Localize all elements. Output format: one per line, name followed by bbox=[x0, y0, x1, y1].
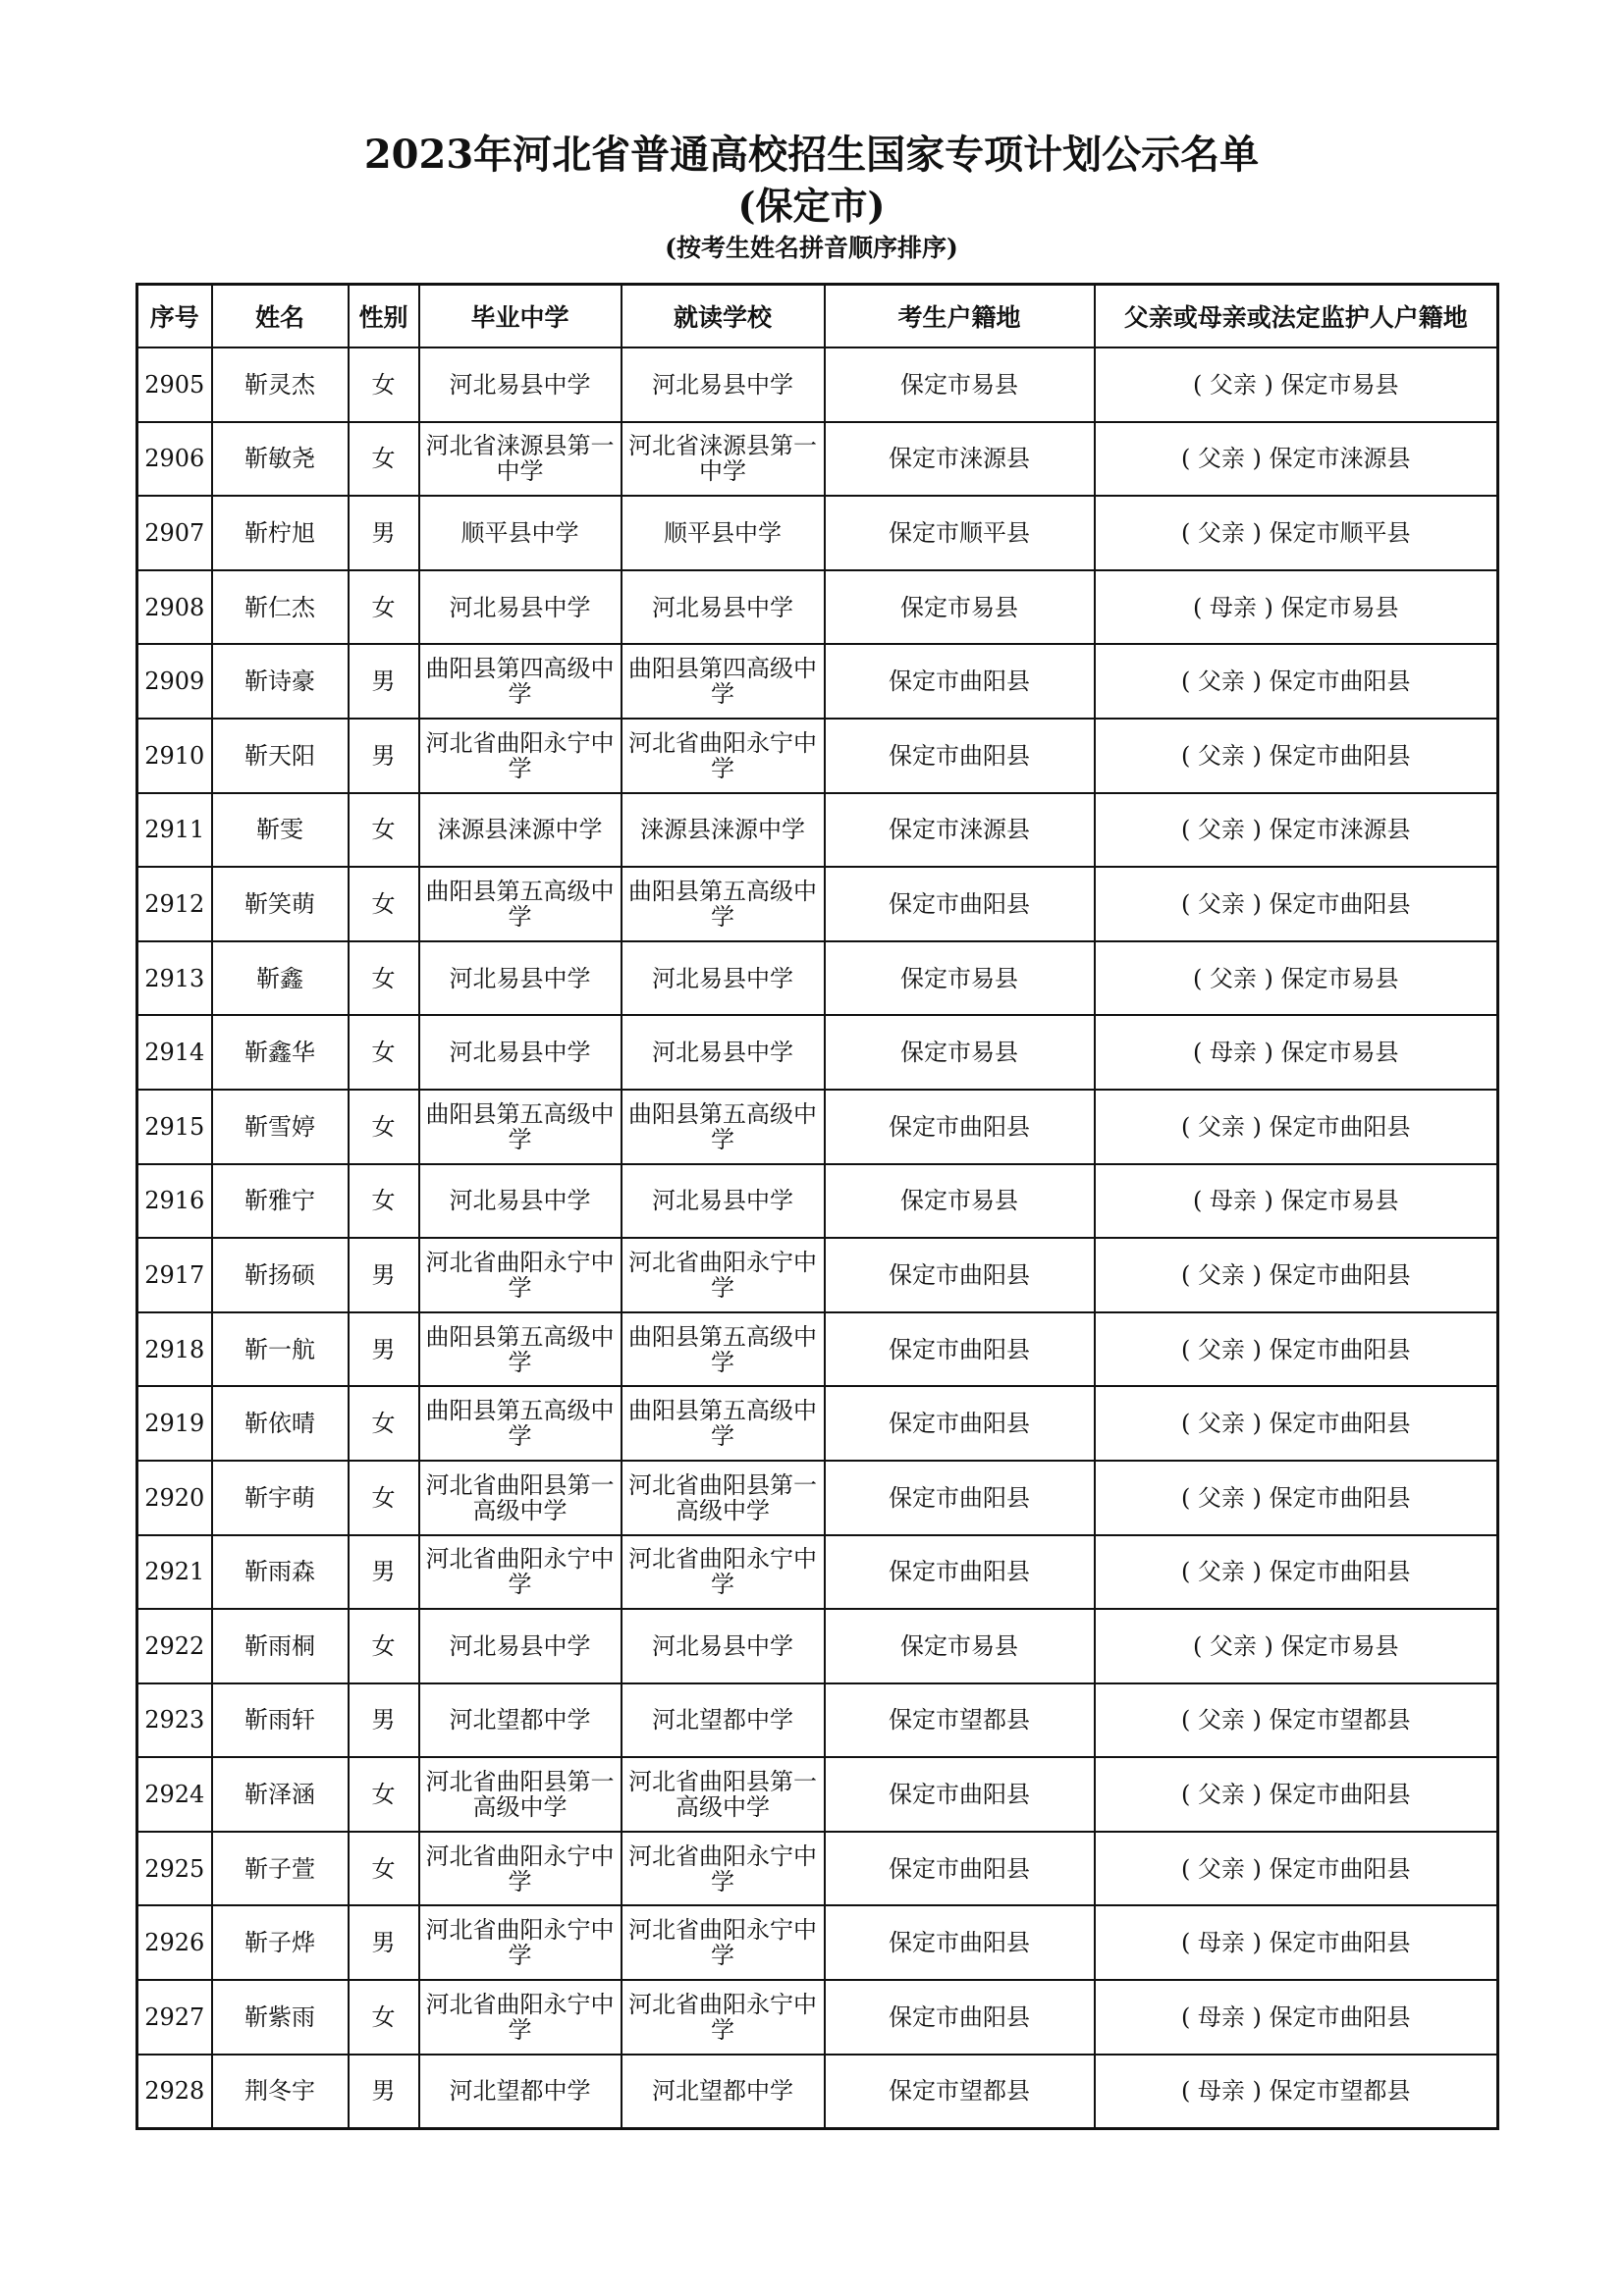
guardian-household-cell: ( 父亲 ) 保定市曲阳县 bbox=[1095, 1090, 1498, 1164]
table-row bbox=[137, 719, 1498, 793]
seq-cell: 2921 bbox=[137, 1535, 212, 1610]
current-school-cell: 河北省涞源县第一中学 bbox=[622, 422, 825, 497]
seq-cell: 2919 bbox=[137, 1386, 212, 1461]
current-school-cell: 曲阳县第五高级中学 bbox=[622, 867, 825, 941]
graduate-school-cell: 河北望都中学 bbox=[419, 2055, 622, 2129]
city-subtitle: (保定市) bbox=[737, 184, 886, 228]
column-header-graduate-school: 毕业中学 bbox=[419, 285, 622, 348]
name-cell: 靳鑫 bbox=[212, 941, 349, 1016]
name-cell: 靳柠旭 bbox=[212, 496, 349, 570]
household-cell: 保定市曲阳县 bbox=[825, 719, 1095, 793]
seq-cell: 2908 bbox=[137, 570, 212, 645]
guardian-household-cell: ( 父亲 ) 保定市曲阳县 bbox=[1095, 644, 1498, 719]
current-school-cell: 河北省曲阳永宁中学 bbox=[622, 719, 825, 793]
graduate-school-cell: 河北易县中学 bbox=[419, 570, 622, 645]
name-cell: 靳敏尧 bbox=[212, 422, 349, 497]
table-row bbox=[137, 1386, 1498, 1461]
table-row bbox=[137, 644, 1498, 719]
document-title: 2023年河北省普通高校招生国家专项计划公示名单 bbox=[363, 132, 1260, 178]
household-cell: 保定市曲阳县 bbox=[825, 1980, 1095, 2055]
household-cell: 保定市曲阳县 bbox=[825, 1757, 1095, 1832]
name-cell: 靳子烨 bbox=[212, 1905, 349, 1980]
graduate-school-cell: 曲阳县第四高级中学 bbox=[419, 644, 622, 719]
column-header-gender: 性别 bbox=[349, 285, 419, 348]
table-row bbox=[137, 941, 1498, 1016]
seq-cell: 2909 bbox=[137, 644, 212, 719]
graduate-school-cell: 河北易县中学 bbox=[419, 1609, 622, 1683]
name-cell: 靳依晴 bbox=[212, 1386, 349, 1461]
graduate-school-cell: 河北省曲阳永宁中学 bbox=[419, 1980, 622, 2055]
name-cell: 靳雅宁 bbox=[212, 1164, 349, 1239]
table-row bbox=[137, 1015, 1498, 1090]
current-school-cell: 曲阳县第五高级中学 bbox=[622, 1312, 825, 1387]
guardian-household-cell: ( 父亲 ) 保定市易县 bbox=[1095, 1609, 1498, 1683]
seq-cell: 2927 bbox=[137, 1980, 212, 2055]
gender-cell: 女 bbox=[349, 1980, 419, 2055]
gender-cell: 女 bbox=[349, 1832, 419, 1906]
table-row bbox=[137, 1609, 1498, 1683]
seq-cell: 2923 bbox=[137, 1683, 212, 1758]
graduate-school-cell: 河北省曲阳永宁中学 bbox=[419, 1238, 622, 1312]
table-row bbox=[137, 1683, 1498, 1758]
seq-cell: 2906 bbox=[137, 422, 212, 497]
guardian-household-cell: ( 父亲 ) 保定市曲阳县 bbox=[1095, 867, 1498, 941]
household-cell: 保定市涞源县 bbox=[825, 422, 1095, 497]
seq-cell: 2924 bbox=[137, 1757, 212, 1832]
graduate-school-cell: 河北省曲阳永宁中学 bbox=[419, 1905, 622, 1980]
graduate-school-cell: 涞源县涞源中学 bbox=[419, 793, 622, 868]
current-school-cell: 曲阳县第四高级中学 bbox=[622, 644, 825, 719]
seq-cell: 2905 bbox=[137, 347, 212, 422]
current-school-cell: 河北易县中学 bbox=[622, 941, 825, 1016]
guardian-household-cell: ( 父亲 ) 保定市曲阳县 bbox=[1095, 1832, 1498, 1906]
current-school-cell: 河北易县中学 bbox=[622, 347, 825, 422]
current-school-cell: 河北省曲阳永宁中学 bbox=[622, 1905, 825, 1980]
name-cell: 靳紫雨 bbox=[212, 1980, 349, 2055]
gender-cell: 男 bbox=[349, 644, 419, 719]
column-header-current-school: 就读学校 bbox=[622, 285, 825, 348]
name-cell: 靳宇萌 bbox=[212, 1461, 349, 1535]
guardian-household-cell: ( 父亲 ) 保定市涞源县 bbox=[1095, 793, 1498, 868]
guardian-household-cell: ( 母亲 ) 保定市曲阳县 bbox=[1095, 1905, 1498, 1980]
gender-cell: 男 bbox=[349, 496, 419, 570]
gender-cell: 男 bbox=[349, 719, 419, 793]
gender-cell: 男 bbox=[349, 1905, 419, 1980]
current-school-cell: 涞源县涞源中学 bbox=[622, 793, 825, 868]
name-cell: 靳笑萌 bbox=[212, 867, 349, 941]
name-cell: 靳灵杰 bbox=[212, 347, 349, 422]
table-row bbox=[137, 496, 1498, 570]
household-cell: 保定市涞源县 bbox=[825, 793, 1095, 868]
household-cell: 保定市易县 bbox=[825, 1609, 1095, 1683]
table-row bbox=[137, 1090, 1498, 1164]
guardian-household-cell: ( 父亲 ) 保定市曲阳县 bbox=[1095, 1535, 1498, 1610]
seq-cell: 2925 bbox=[137, 1832, 212, 1906]
current-school-cell: 河北省曲阳县第一高级中学 bbox=[622, 1757, 825, 1832]
graduate-school-cell: 河北易县中学 bbox=[419, 347, 622, 422]
seq-cell: 2915 bbox=[137, 1090, 212, 1164]
seq-cell: 2928 bbox=[137, 2055, 212, 2129]
household-cell: 保定市曲阳县 bbox=[825, 1312, 1095, 1387]
graduate-school-cell: 河北省曲阳永宁中学 bbox=[419, 1832, 622, 1906]
current-school-cell: 河北易县中学 bbox=[622, 1609, 825, 1683]
seq-cell: 2914 bbox=[137, 1015, 212, 1090]
table-header-row bbox=[137, 285, 1498, 348]
graduate-school-cell: 河北望都中学 bbox=[419, 1683, 622, 1758]
guardian-household-cell: ( 母亲 ) 保定市易县 bbox=[1095, 1015, 1498, 1090]
household-cell: 保定市望都县 bbox=[825, 2055, 1095, 2129]
household-cell: 保定市易县 bbox=[825, 570, 1095, 645]
household-cell: 保定市曲阳县 bbox=[825, 1832, 1095, 1906]
graduate-school-cell: 河北省涞源县第一中学 bbox=[419, 422, 622, 497]
name-cell: 靳雪婷 bbox=[212, 1090, 349, 1164]
household-cell: 保定市曲阳县 bbox=[825, 1090, 1095, 1164]
graduate-school-cell: 河北省曲阳永宁中学 bbox=[419, 719, 622, 793]
graduate-school-cell: 曲阳县第五高级中学 bbox=[419, 1090, 622, 1164]
household-cell: 保定市曲阳县 bbox=[825, 1905, 1095, 1980]
gender-cell: 女 bbox=[349, 1090, 419, 1164]
seq-cell: 2907 bbox=[137, 496, 212, 570]
gender-cell: 女 bbox=[349, 1164, 419, 1239]
name-cell: 靳雨轩 bbox=[212, 1683, 349, 1758]
table-row bbox=[137, 347, 1498, 422]
graduate-school-cell: 河北易县中学 bbox=[419, 1164, 622, 1239]
gender-cell: 女 bbox=[349, 1015, 419, 1090]
current-school-cell: 河北省曲阳永宁中学 bbox=[622, 1832, 825, 1906]
current-school-cell: 河北省曲阳县第一高级中学 bbox=[622, 1461, 825, 1535]
seq-cell: 2912 bbox=[137, 867, 212, 941]
current-school-cell: 河北易县中学 bbox=[622, 1015, 825, 1090]
gender-cell: 女 bbox=[349, 422, 419, 497]
seq-cell: 2916 bbox=[137, 1164, 212, 1239]
household-cell: 保定市曲阳县 bbox=[825, 1461, 1095, 1535]
gender-cell: 女 bbox=[349, 793, 419, 868]
column-header-name: 姓名 bbox=[212, 285, 349, 348]
gender-cell: 男 bbox=[349, 1312, 419, 1387]
guardian-household-cell: ( 母亲 ) 保定市曲阳县 bbox=[1095, 1980, 1498, 2055]
graduate-school-cell: 河北省曲阳永宁中学 bbox=[419, 1535, 622, 1610]
seq-cell: 2913 bbox=[137, 941, 212, 1016]
household-cell: 保定市望都县 bbox=[825, 1683, 1095, 1758]
gender-cell: 男 bbox=[349, 1683, 419, 1758]
gender-cell: 女 bbox=[349, 1386, 419, 1461]
graduate-school-cell: 河北易县中学 bbox=[419, 941, 622, 1016]
graduate-school-cell: 河北省曲阳县第一高级中学 bbox=[419, 1461, 622, 1535]
name-cell: 荆冬宇 bbox=[212, 2055, 349, 2129]
table-row bbox=[137, 1312, 1498, 1387]
graduate-school-cell: 曲阳县第五高级中学 bbox=[419, 1312, 622, 1387]
graduate-school-cell: 曲阳县第五高级中学 bbox=[419, 867, 622, 941]
seq-cell: 2920 bbox=[137, 1461, 212, 1535]
gender-cell: 女 bbox=[349, 347, 419, 422]
table-body bbox=[137, 347, 1498, 2129]
column-header-household: 考生户籍地 bbox=[825, 285, 1095, 348]
current-school-cell: 曲阳县第五高级中学 bbox=[622, 1090, 825, 1164]
table-row bbox=[137, 1757, 1498, 1832]
current-school-cell: 河北省曲阳永宁中学 bbox=[622, 1535, 825, 1610]
guardian-household-cell: ( 母亲 ) 保定市易县 bbox=[1095, 1164, 1498, 1239]
guardian-household-cell: ( 父亲 ) 保定市涞源县 bbox=[1095, 422, 1498, 497]
guardian-household-cell: ( 父亲 ) 保定市易县 bbox=[1095, 941, 1498, 1016]
roster-table bbox=[135, 283, 1499, 2130]
gender-cell: 女 bbox=[349, 941, 419, 1016]
name-cell: 靳诗豪 bbox=[212, 644, 349, 719]
name-cell: 靳扬硕 bbox=[212, 1238, 349, 1312]
household-cell: 保定市易县 bbox=[825, 1164, 1095, 1239]
gender-cell: 女 bbox=[349, 1461, 419, 1535]
name-cell: 靳一航 bbox=[212, 1312, 349, 1387]
name-cell: 靳雨桐 bbox=[212, 1609, 349, 1683]
sort-note: (按考生姓名拼音顺序排序) bbox=[665, 234, 958, 262]
guardian-household-cell: ( 父亲 ) 保定市望都县 bbox=[1095, 1683, 1498, 1758]
guardian-household-cell: ( 母亲 ) 保定市易县 bbox=[1095, 570, 1498, 645]
gender-cell: 女 bbox=[349, 570, 419, 645]
guardian-household-cell: ( 父亲 ) 保定市曲阳县 bbox=[1095, 1757, 1498, 1832]
name-cell: 靳鑫华 bbox=[212, 1015, 349, 1090]
table-row bbox=[137, 1535, 1498, 1610]
guardian-household-cell: ( 父亲 ) 保定市顺平县 bbox=[1095, 496, 1498, 570]
seq-cell: 2922 bbox=[137, 1609, 212, 1683]
household-cell: 保定市易县 bbox=[825, 347, 1095, 422]
column-header-guardian-household: 父亲或母亲或法定监护人户籍地 bbox=[1095, 285, 1498, 348]
guardian-household-cell: ( 父亲 ) 保定市曲阳县 bbox=[1095, 1312, 1498, 1387]
table-row bbox=[137, 1832, 1498, 1906]
graduate-school-cell: 河北省曲阳县第一高级中学 bbox=[419, 1757, 622, 1832]
current-school-cell: 河北望都中学 bbox=[622, 1683, 825, 1758]
current-school-cell: 河北省曲阳永宁中学 bbox=[622, 1238, 825, 1312]
household-cell: 保定市顺平县 bbox=[825, 496, 1095, 570]
current-school-cell: 河北易县中学 bbox=[622, 1164, 825, 1239]
name-cell: 靳雨森 bbox=[212, 1535, 349, 1610]
current-school-cell: 河北省曲阳永宁中学 bbox=[622, 1980, 825, 2055]
current-school-cell: 曲阳县第五高级中学 bbox=[622, 1386, 825, 1461]
table-row bbox=[137, 1980, 1498, 2055]
table-row bbox=[137, 1461, 1498, 1535]
household-cell: 保定市易县 bbox=[825, 1015, 1095, 1090]
household-cell: 保定市曲阳县 bbox=[825, 1386, 1095, 1461]
graduate-school-cell: 河北易县中学 bbox=[419, 1015, 622, 1090]
current-school-cell: 顺平县中学 bbox=[622, 496, 825, 570]
gender-cell: 女 bbox=[349, 867, 419, 941]
name-cell: 靳子萱 bbox=[212, 1832, 349, 1906]
gender-cell: 男 bbox=[349, 1238, 419, 1312]
name-cell: 靳天阳 bbox=[212, 719, 349, 793]
table-row bbox=[137, 1238, 1498, 1312]
current-school-cell: 河北易县中学 bbox=[622, 570, 825, 645]
table-row bbox=[137, 867, 1498, 941]
graduate-school-cell: 顺平县中学 bbox=[419, 496, 622, 570]
table-row bbox=[137, 570, 1498, 645]
table-row bbox=[137, 1164, 1498, 1239]
household-cell: 保定市易县 bbox=[825, 941, 1095, 1016]
name-cell: 靳雯 bbox=[212, 793, 349, 868]
seq-cell: 2926 bbox=[137, 1905, 212, 1980]
seq-cell: 2911 bbox=[137, 793, 212, 868]
guardian-household-cell: ( 母亲 ) 保定市望都县 bbox=[1095, 2055, 1498, 2129]
table-row bbox=[137, 422, 1498, 497]
guardian-household-cell: ( 父亲 ) 保定市曲阳县 bbox=[1095, 719, 1498, 793]
gender-cell: 女 bbox=[349, 1757, 419, 1832]
name-cell: 靳泽涵 bbox=[212, 1757, 349, 1832]
gender-cell: 男 bbox=[349, 1535, 419, 1610]
household-cell: 保定市曲阳县 bbox=[825, 867, 1095, 941]
guardian-household-cell: ( 父亲 ) 保定市曲阳县 bbox=[1095, 1386, 1498, 1461]
table-row bbox=[137, 2055, 1498, 2129]
name-cell: 靳仁杰 bbox=[212, 570, 349, 645]
guardian-household-cell: ( 父亲 ) 保定市曲阳县 bbox=[1095, 1461, 1498, 1535]
column-header-seq: 序号 bbox=[137, 285, 212, 348]
gender-cell: 男 bbox=[349, 2055, 419, 2129]
guardian-household-cell: ( 父亲 ) 保定市易县 bbox=[1095, 347, 1498, 422]
household-cell: 保定市曲阳县 bbox=[825, 1238, 1095, 1312]
seq-cell: 2910 bbox=[137, 719, 212, 793]
gender-cell: 女 bbox=[349, 1609, 419, 1683]
household-cell: 保定市曲阳县 bbox=[825, 644, 1095, 719]
graduate-school-cell: 曲阳县第五高级中学 bbox=[419, 1386, 622, 1461]
current-school-cell: 河北望都中学 bbox=[622, 2055, 825, 2129]
household-cell: 保定市曲阳县 bbox=[825, 1535, 1095, 1610]
seq-cell: 2918 bbox=[137, 1312, 212, 1387]
seq-cell: 2917 bbox=[137, 1238, 212, 1312]
table-row bbox=[137, 793, 1498, 868]
guardian-household-cell: ( 父亲 ) 保定市曲阳县 bbox=[1095, 1238, 1498, 1312]
table-row bbox=[137, 1905, 1498, 1980]
